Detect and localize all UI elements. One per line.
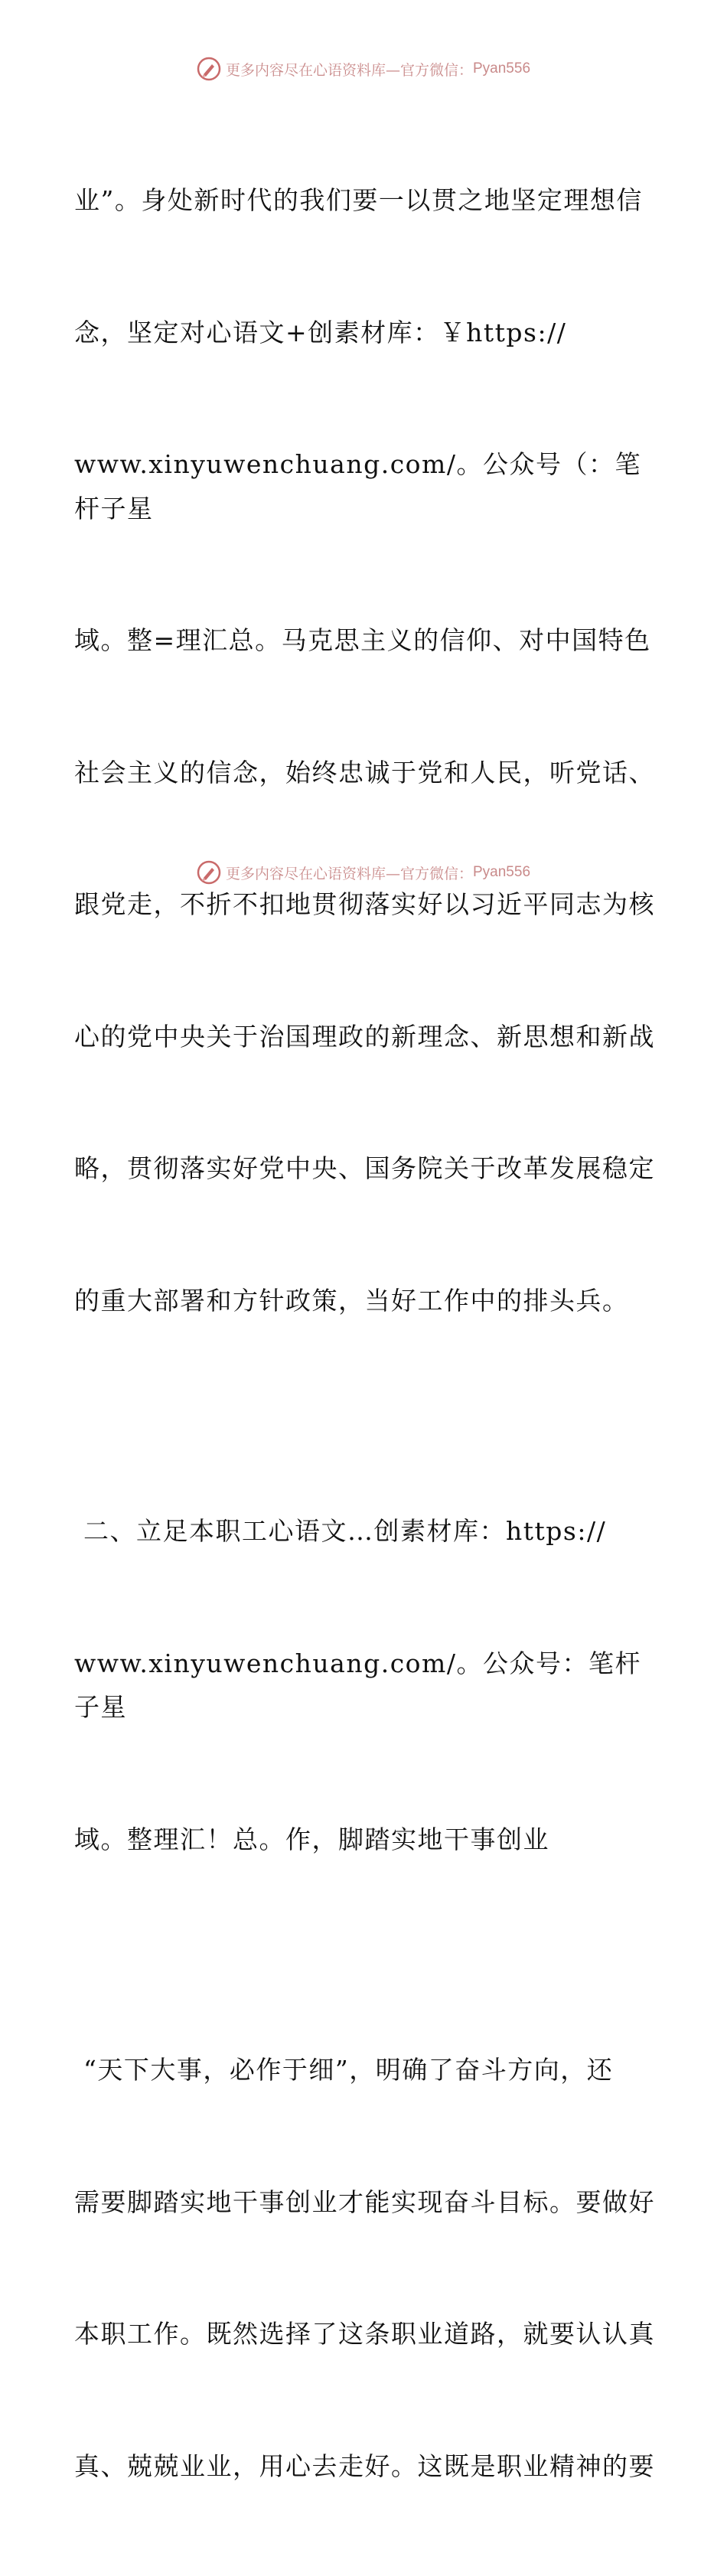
text-line: 需要脚踏实地干事创业才能实现奋斗目标。要做好	[74, 2186, 655, 2217]
paragraph-2-heading	[74, 1421, 656, 1949]
text-line: “天下大事，必作于细”，明确了奋斗方向，还	[74, 2055, 614, 2085]
pen-logo-icon	[197, 860, 221, 885]
watermark-wechat-id: Pyan556	[473, 60, 531, 77]
text-line: 二、立足本职工心语文…创素材库：https://	[74, 1516, 607, 1546]
pen-logo-icon	[197, 57, 221, 81]
text-line: 跟党走，不折不扣地贯彻落实好以习近平同志为核	[74, 889, 655, 919]
text-line: 域。整=理汇总。马克思主义的信仰、对中国特色	[74, 625, 651, 655]
paragraph-spacer	[74, 1410, 656, 1421]
text-line: 域。整理汇！总。作，脚踏实地干事创业	[74, 1824, 549, 1854]
text-line: 社会主义的信念，始终忠诚于党和人民，听党话、	[74, 757, 655, 787]
watermark-wechat-id: Pyan556	[473, 864, 531, 880]
text-line: 略，贯彻落实好党中央、国务院关于改革发展稳定	[74, 1153, 655, 1183]
document-body	[74, 90, 656, 2576]
header-watermark	[0, 54, 727, 84]
text-line: 真、兢兢业业，用心去走好。这既是职业精神的要	[74, 2450, 655, 2481]
paragraph-spacer	[74, 1949, 656, 1960]
text-line: www.xinyuwenchuang.com/。公众号：笔杆子星	[74, 1648, 641, 1722]
text-line: www.xinyuwenchuang.com/。公众号（：笔杆子星	[74, 449, 641, 523]
paragraph-3	[74, 1960, 656, 2576]
text-line: 念，坚定对心语文+创素材库：￥https://	[74, 317, 567, 347]
watermark-text: 更多内容尽在心语资料库—官方微信：	[225, 865, 473, 882]
text-line: 业”。身处新时代的我们要一以贯之地坚定理想信	[74, 185, 643, 215]
paragraph-1	[74, 90, 656, 1410]
text-line: 的重大部署和方针政策，当好工作中的排头兵。	[74, 1285, 629, 1316]
watermark-text: 更多内容尽在心语资料库—官方微信：	[225, 61, 473, 79]
text-line: 本职工作。既然选择了这条职业道路，就要认认真	[74, 2319, 655, 2349]
text-line: 心的党中央关于治国理政的新理念、新思想和新战	[74, 1021, 655, 1052]
footer-watermark	[0, 857, 727, 888]
